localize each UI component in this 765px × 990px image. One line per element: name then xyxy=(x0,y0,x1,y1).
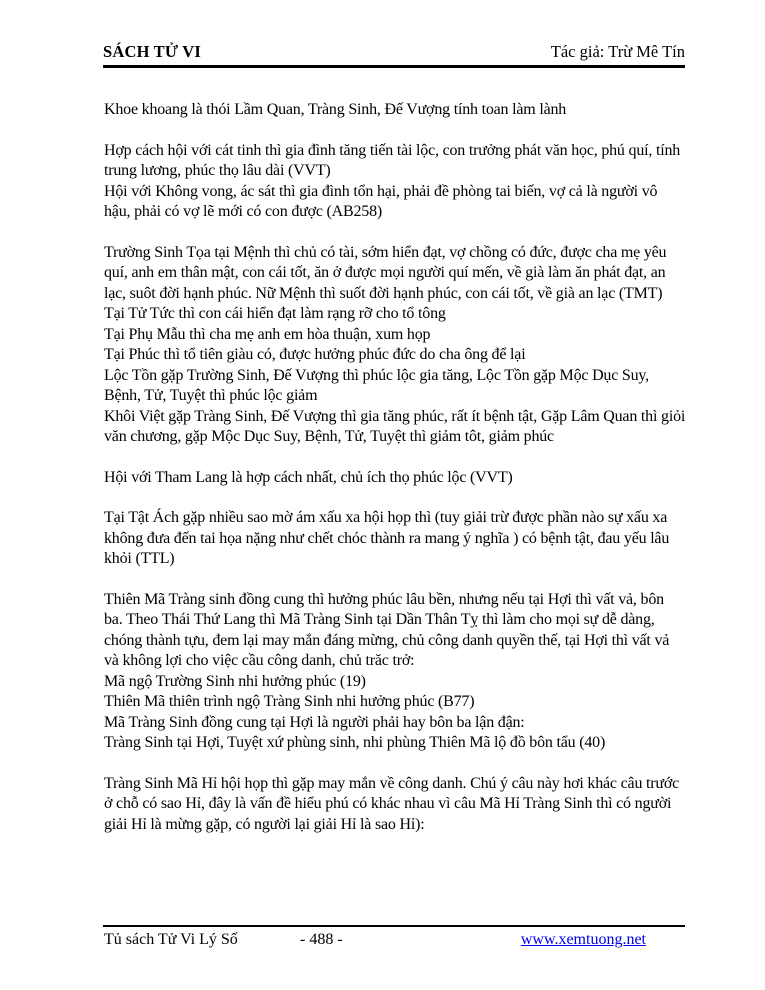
paragraph: Mã ngộ Trường Sinh nhi hưởng phúc (19) xyxy=(104,672,366,690)
paragraph-group xyxy=(104,243,686,448)
paragraph-group xyxy=(104,100,686,121)
header-author: Tác giả: Trừ Mê Tín xyxy=(550,42,685,61)
paragraph: Tràng Sinh tại Hợi, Tuyệt xứ phùng sinh, nhi phùng Thiên Mã lộ đồ bôn tẩu (40) xyxy=(104,734,606,751)
paragraph-group xyxy=(104,774,686,836)
paragraph-group xyxy=(104,590,686,754)
paragraph: Thiên Mã Tràng sinh đồng cung thì hưởng phúc lâu bền, nhưng nếu tại Hợi thì vất vả, bôn ba. Theo Thái Thứ Lang thì Mã Tràng Sinh tại Dần Thân Tỵ thì làm cho mọi sự dễ dàng, chóng thành tựu, đem lại may mắn đáng mừng, chủ công danh quyền thế, tại Hợi thì vất vả và không lợi cho việc cầu công danh, chủ trăc trở: xyxy=(104,590,670,669)
page-footer xyxy=(0,931,765,955)
paragraph: Khôi Việt gặp Tràng Sinh, Đế Vượng thì gia tăng phúc, rất ít bệnh tật, Gặp Lâm Quan thì giỏi văn chương, gặp Mộc Dục Suy, Bệnh, Tử, Tuyệt thì giảm tôt, giảm phúc xyxy=(104,407,686,445)
paragraph: Hội với Tham Lang là hợp cách nhất, chủ ích thọ phúc lộc (VVT) xyxy=(104,468,513,486)
paragraph: Khoe khoang là thói Lầm Quan, Tràng Sinh, Đế Vượng tính toan làm lành xyxy=(104,101,567,118)
footer-website-link[interactable]: www.xemtuong.net xyxy=(520,931,646,948)
paragraph: Thiên Mã thiên trình ngộ Tràng Sinh nhi hưởng phúc (B77) xyxy=(104,693,475,710)
paragraph: Hội với Không vong, ác sát thì gia đình tổn hại, phải đề phòng tai biến, vợ cả là người vô hậu, phải có vợ lẽ mới có con được (AB258) xyxy=(104,182,658,220)
paragraph-group xyxy=(104,508,686,570)
header-book-title: SÁCH TỬ VI xyxy=(103,42,201,61)
paragraph: Trường Sinh Tọa tại Mệnh thì chủ có tài, sớm hiển đạt, vợ chồng có đức, được cha mẹ yêu quí, anh em thân mật, con cái tốt, ăn ở được mọi người quí mến, về già làm ăn phát đạt, an lạc, suôt đời hạnh phúc. Nữ Mệnh thì suốt đời hạnh phúc, con cái tốt, về già an lạc (TMT) xyxy=(104,243,667,302)
paragraph: Tại Tật Ách gặp nhiều sao mờ ám xấu xa hội họp thì (tuy giải trừ được phần nào sự xấu xa không đưa đến tai họa nặng như chết chóc thành ra mang ý nghĩa ) có bệnh tật, đau yếu lâu khỏi (TTL) xyxy=(104,509,670,567)
page-body xyxy=(104,100,686,835)
paragraph: Lộc Tồn gặp Trường Sinh, Đế Vượng thì phúc lộc gia tăng, Lộc Tồn gặp Mộc Dục Suy, Bệnh, Tử, Tuyệt thì phúc lộc giảm xyxy=(104,366,649,404)
paragraph: Hợp cách hội với cát tinh thì gia đình tăng tiến tài lộc, con trưởng phát văn học, phú quí, tính trung lương, phúc thọ lâu dài (VVT) xyxy=(104,141,681,179)
footer-page-number: - 488 - xyxy=(300,931,343,948)
paragraph-group xyxy=(104,141,686,223)
page-header xyxy=(103,42,685,62)
header-rule xyxy=(103,65,685,68)
footer-series-title: Tủ sách Tử Vi Lý Số xyxy=(104,931,238,948)
paragraph: Mã Tràng Sinh đồng cung tại Hợi là người phải hay bôn ba lận đận: xyxy=(104,713,525,731)
paragraph-group xyxy=(104,468,686,489)
paragraph: Tràng Sinh Mã Hỉ hội họp thì gặp may mắn về công danh. Chú ý câu này hơi khác câu trước ở chỗ có sao Hỉ, đây là vấn đề hiểu phú có khác nhau vì câu Mã Hỉ Tràng Sinh thì có người giải Hỉ là mừng gặp, có người lại giải Hỉ là sao Hỉ): xyxy=(104,774,680,833)
paragraph: Tại Tử Tức thì con cái hiển đạt làm rạng rỡ cho tổ tông xyxy=(104,305,446,322)
paragraph: Tại Phúc thì tổ tiên giàu có, được hưởng phúc đức do cha ông để lại xyxy=(104,346,526,363)
footer-rule xyxy=(103,925,685,927)
paragraph: Tại Phụ Mẫu thì cha mẹ anh em hòa thuận, xum họp xyxy=(104,325,431,343)
